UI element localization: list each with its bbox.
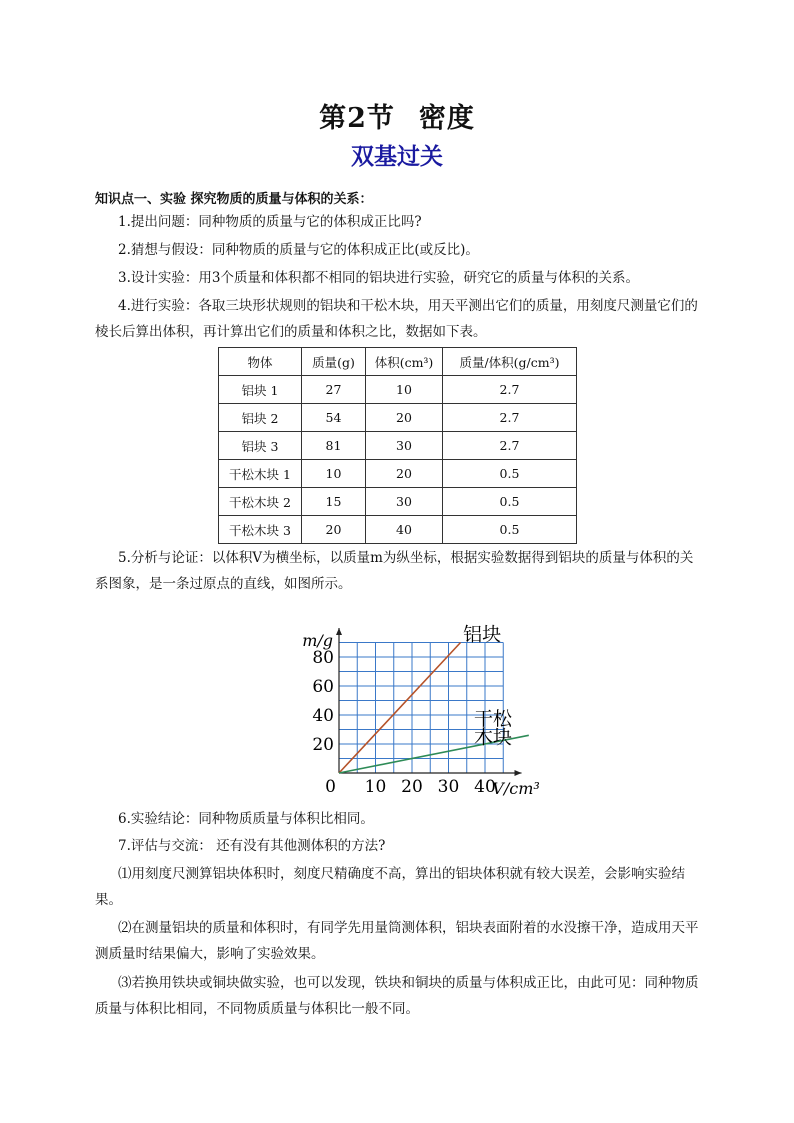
table-cell: 铝块 2 xyxy=(219,404,302,432)
table-cell: 20 xyxy=(302,516,366,544)
table-cell: 20 xyxy=(366,460,443,488)
table-cell: 2.7 xyxy=(443,432,577,460)
table-header-cell: 质量/体积(g/cm³) xyxy=(443,348,577,376)
y-tick-label: 60 xyxy=(312,677,334,697)
table-row xyxy=(219,488,577,516)
table-cell: 81 xyxy=(302,432,366,460)
series-label: 铝块 xyxy=(463,623,502,646)
x-tick-label: 30 xyxy=(437,777,460,797)
knowledge-point-heading: 知识点一、实验 探究物质的质量与体积的关系： xyxy=(95,192,373,207)
table-row xyxy=(219,376,577,404)
table-cell: 40 xyxy=(366,516,443,544)
x-axis-arrow xyxy=(515,770,522,776)
table-cell: 30 xyxy=(366,488,443,516)
step-experiment: 4.进行实验：各取三块形状规则的铝块和干松木块，用天平测出它们的质量，用刻度尺测量它们的棱长后算出体积，再计算出它们的质量和体积之比，数据如下表。 xyxy=(95,298,698,340)
table-cell: 干松木块 2 xyxy=(219,488,302,516)
x-tick-label: 10 xyxy=(364,777,387,797)
table-row xyxy=(219,432,577,460)
y-axis-label: m/g xyxy=(302,631,333,651)
x-tick-label: 20 xyxy=(401,777,423,797)
table-cell: 干松木块 1 xyxy=(219,460,302,488)
table-cell: 0.5 xyxy=(443,516,577,544)
table-cell: 铝块 3 xyxy=(219,432,302,460)
mass-volume-chart xyxy=(292,600,540,800)
table-cell: 27 xyxy=(302,376,366,404)
table-cell: 2.7 xyxy=(443,376,577,404)
y-tick-label: 20 xyxy=(312,735,334,755)
table-header-cell: 物体 xyxy=(219,348,302,376)
y-tick-label: 80 xyxy=(312,648,334,668)
table-cell: 10 xyxy=(302,460,366,488)
step-question: 1.提出问题：同种物质的质量与它的体积成正比吗? xyxy=(118,214,422,230)
x-tick-label: 40 xyxy=(474,777,496,797)
page-title xyxy=(0,96,794,135)
step-conclusion: 6.实验结论：同种物质质量与体积比相同。 xyxy=(118,811,374,827)
evaluation-note-3: ⑶若换用铁块或铜块做实验，也可以发现，铁块和铜块的质量与体积成正比，由此可见：同种物质质量与体积比相同，不同物质质量与体积比一般不同。 xyxy=(95,975,699,1017)
step-evaluation: 7.评估与交流： 还有没有其他测体积的方法? xyxy=(118,838,386,854)
table-header-row xyxy=(219,348,577,376)
x-axis-label: V/cm³ xyxy=(492,779,540,798)
table-cell: 10 xyxy=(366,376,443,404)
evaluation-note-2: ⑵在测量铝块的质量和体积时，有同学先用量筒测体积，铝块表面附着的水没擦干净，造成用天平测质量时结果偏大，影响了实验效果。 xyxy=(95,920,699,962)
table-row xyxy=(219,516,577,544)
series-label: 干松 xyxy=(474,707,513,730)
table-cell: 0.5 xyxy=(443,488,577,516)
y-axis-arrow xyxy=(336,628,342,635)
table-header-cell: 质量(g) xyxy=(302,348,366,376)
series-label: 木块 xyxy=(474,726,513,749)
data-table xyxy=(218,347,577,544)
page-subtitle: 双基过关 xyxy=(351,143,443,170)
table-cell: 54 xyxy=(302,404,366,432)
table-row xyxy=(219,460,577,488)
section-number: 第2节 xyxy=(319,103,395,134)
table-cell: 15 xyxy=(302,488,366,516)
table-cell: 2.7 xyxy=(443,404,577,432)
table-cell: 干松木块 3 xyxy=(219,516,302,544)
step-hypothesis: 2.猜想与假设：同种物质的质量与它的体积成正比(或反比)。 xyxy=(118,242,479,258)
step-design: 3.设计实验：用3个质量和体积都不相同的铝块进行实验，研究它的质量与体积的关系。 xyxy=(118,270,639,286)
table-cell: 0.5 xyxy=(443,460,577,488)
evaluation-note-1: ⑴用刻度尺测算铝块体积时，刻度尺精确度不高，算出的铝块体积就有较大误差，会影响实验结果。 xyxy=(95,866,685,908)
step-analysis: 5.分析与论证：以体积V为横坐标，以质量m为纵坐标，根据实验数据得到铝块的质量与体积的关系图象，是一条过原点的直线，如图所示。 xyxy=(95,550,694,592)
table-row xyxy=(219,404,577,432)
y-tick-label: 40 xyxy=(312,706,334,726)
table-cell: 铝块 1 xyxy=(219,376,302,404)
table-header-cell: 体积(cm³) xyxy=(366,348,443,376)
table-cell: 20 xyxy=(366,404,443,432)
origin-label: 0 xyxy=(325,777,336,797)
table-cell: 30 xyxy=(366,432,443,460)
section-topic: 密度 xyxy=(418,103,475,134)
